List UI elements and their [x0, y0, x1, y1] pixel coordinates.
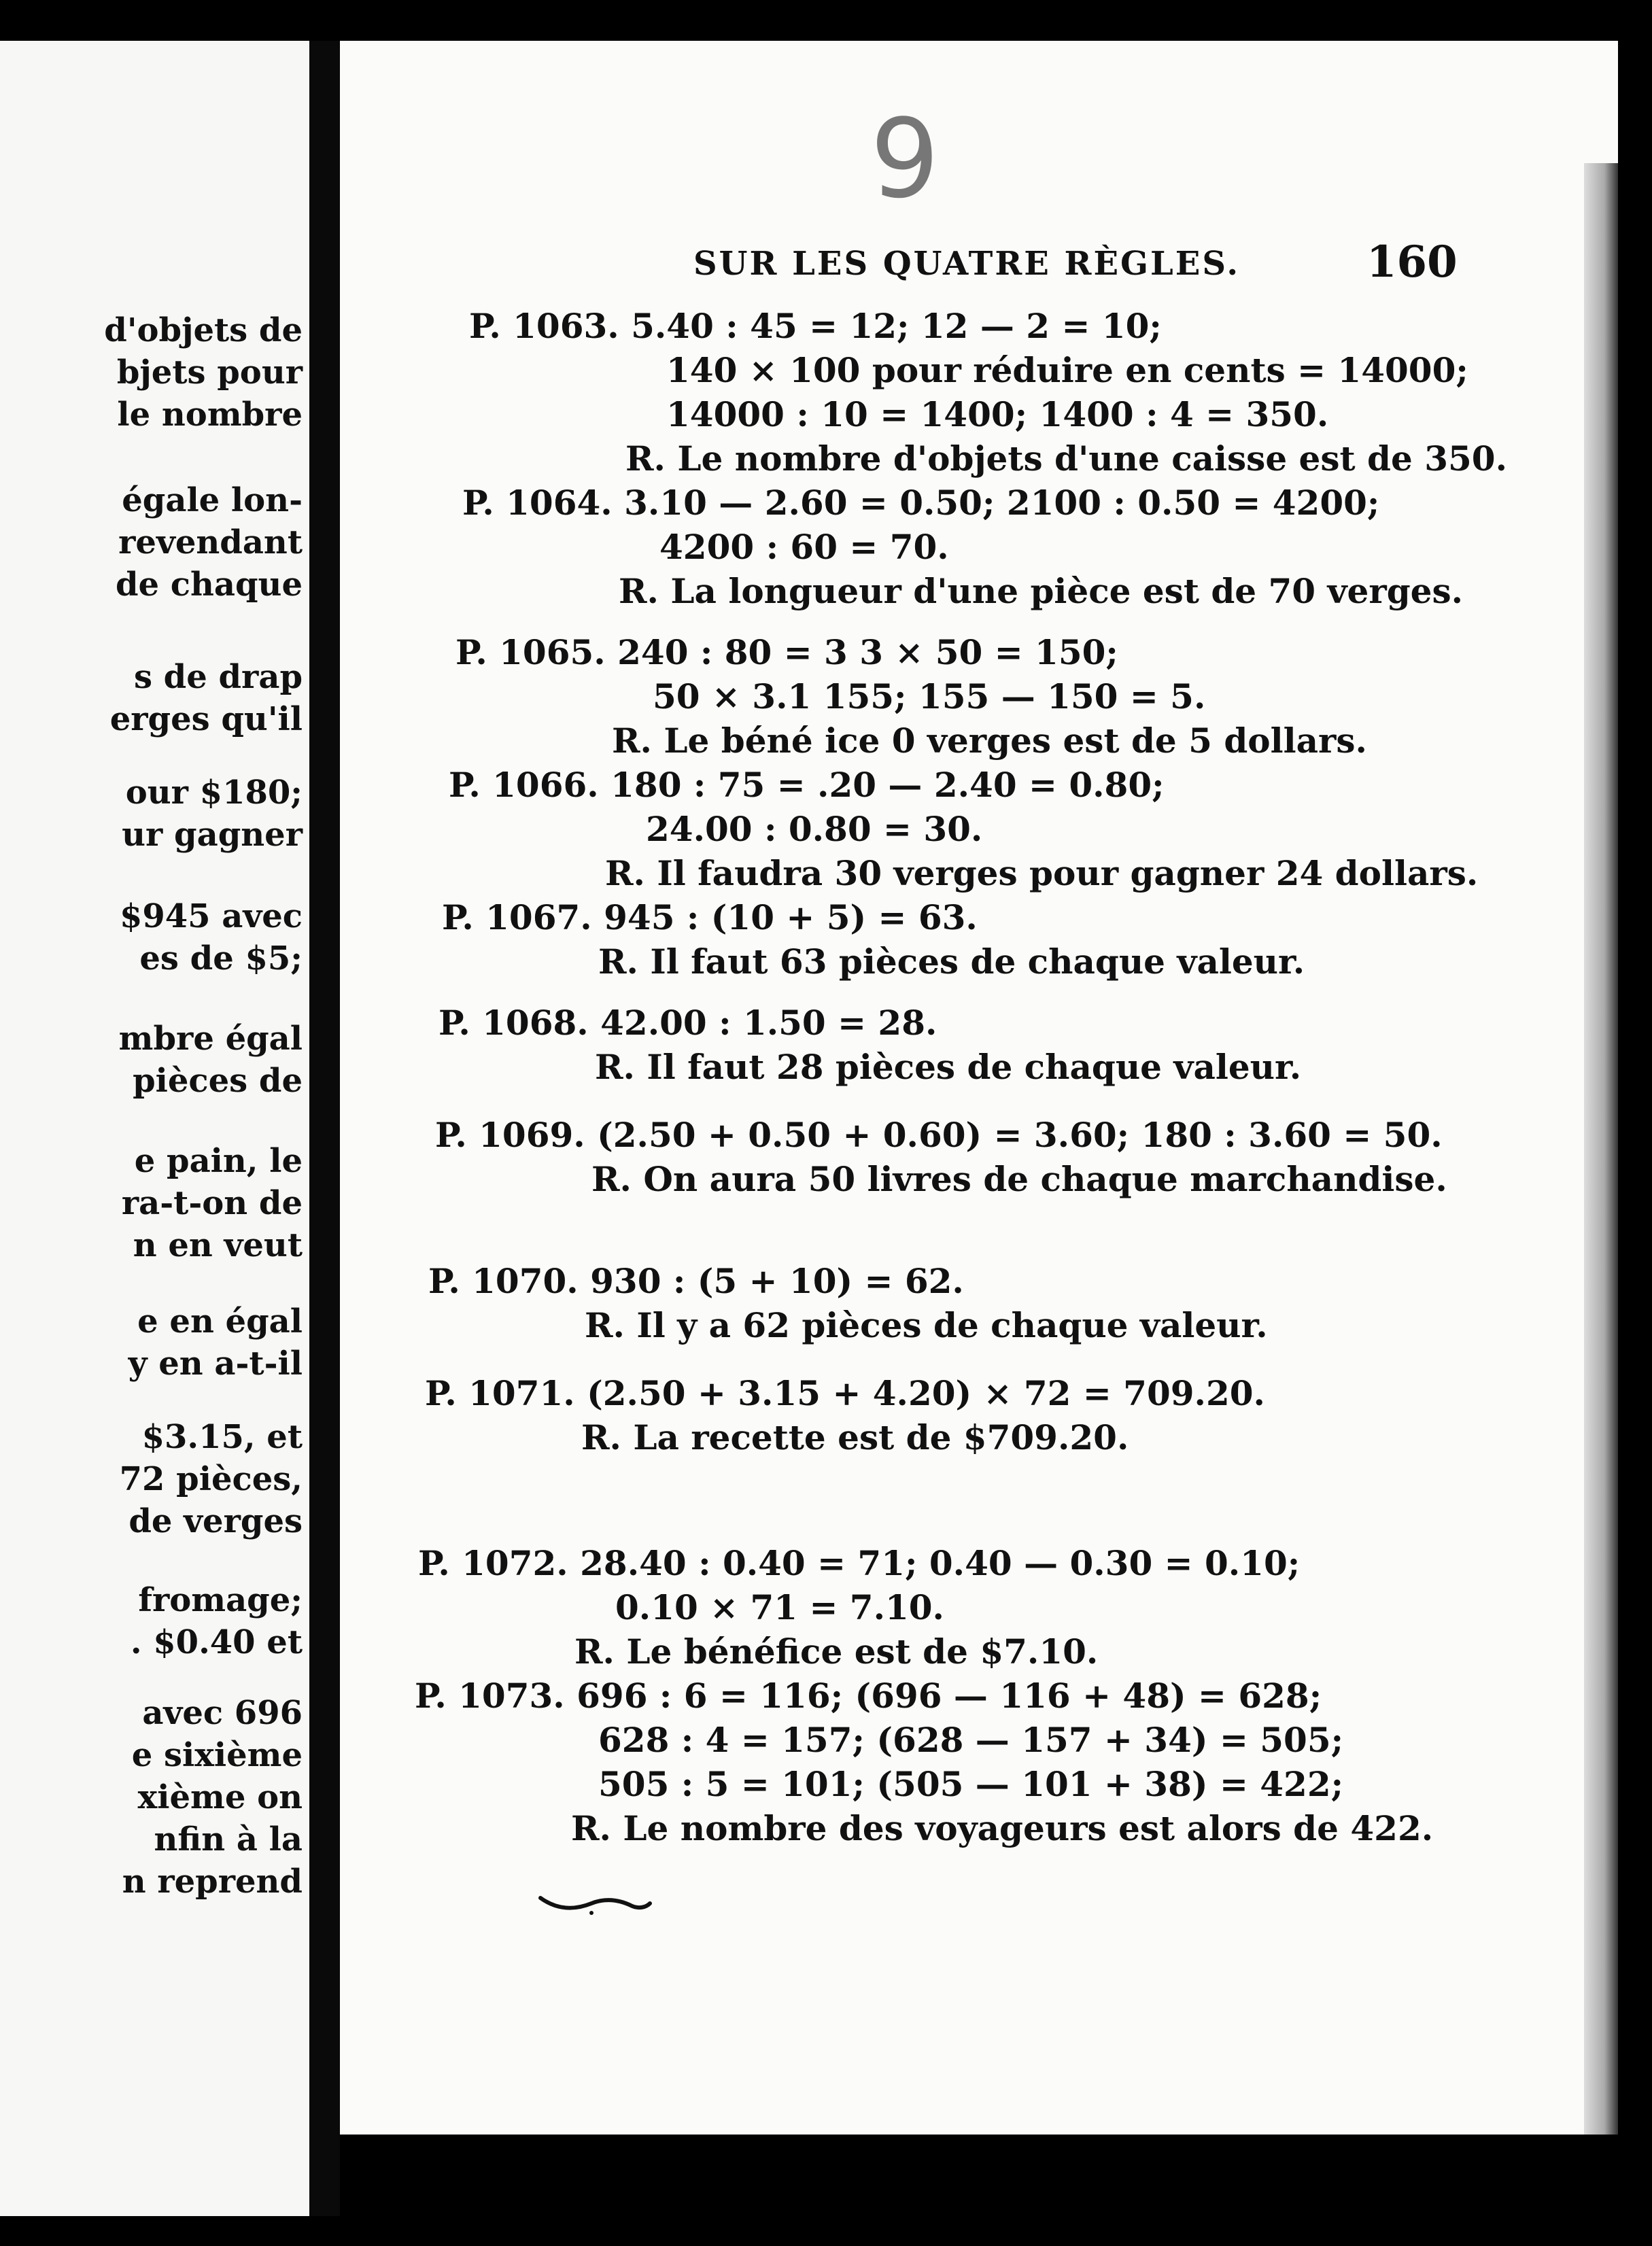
left-page-line: fromage; — [138, 1581, 303, 1619]
left-page-line: e en égal — [137, 1302, 303, 1341]
left-page-line: e pain, le — [134, 1142, 303, 1180]
left-page-line: de verges — [128, 1502, 303, 1540]
tailpiece-ornament — [537, 1890, 653, 1917]
left-page-line: erges qu'il — [109, 700, 303, 738]
left-page — [0, 41, 309, 2216]
left-page-line: bjets pour — [116, 353, 303, 392]
problem-line: P. 1072. 28.40 : 0.40 = 71; 0.40 — 0.30 = 0.10; — [418, 1543, 1301, 1583]
problem-line: 50 × 3.1 155; 155 — 150 = 5. — [653, 676, 1206, 716]
problem-line: P. 1067. 945 : (10 + 5) = 63. — [442, 897, 978, 937]
answer-line: R. Il faut 28 pièces de chaque valeur. — [595, 1047, 1302, 1087]
problem-line: P. 1073. 696 : 6 = 116; (696 — 116 + 48) = 628; — [415, 1676, 1322, 1716]
answer-line: R. Il y a 62 pièces de chaque valeur. — [585, 1305, 1268, 1345]
left-page-line: pièces de — [133, 1062, 303, 1100]
problem-line: 0.10 × 71 = 7.10. — [615, 1587, 944, 1627]
left-page-line: n en veut — [133, 1226, 303, 1264]
answer-line: R. Il faudra 30 verges pour gagner 24 dollars. — [605, 853, 1479, 893]
problem-line: 4200 : 60 = 70. — [659, 527, 949, 567]
answer-line: R. On aura 50 livres de chaque marchandise. — [591, 1159, 1447, 1199]
problem-line: 14000 : 10 = 1400; 1400 : 4 = 350. — [666, 394, 1329, 434]
left-page-line: revendant — [118, 523, 303, 562]
left-page-line: 72 pièces, — [119, 1460, 303, 1498]
left-page-line: mbre égal — [118, 1020, 303, 1058]
problem-line: P. 1064. 3.10 — 2.60 = 0.50; 2100 : 0.50 = 4200; — [462, 483, 1380, 523]
book-gutter — [309, 41, 340, 2216]
left-page-line: e sixième — [131, 1736, 303, 1774]
page-number: 160 — [1366, 237, 1458, 288]
answer-line: R. Le béné ice 0 verges est de 5 dollars. — [612, 721, 1367, 761]
running-head: SUR LES QUATRE RÈGLES. — [693, 245, 1241, 283]
left-page-line: xième on — [137, 1778, 303, 1816]
left-page-line: our $180; — [125, 774, 303, 812]
problem-line: 24.00 : 0.80 = 30. — [646, 809, 983, 849]
answer-line: R. La longueur d'une pièce est de 70 verges. — [619, 571, 1464, 611]
problem-line: 140 × 100 pour réduire en cents = 14000; — [666, 350, 1468, 390]
left-page-line: n reprend — [122, 1863, 303, 1901]
left-page-line: ra-t-on de — [121, 1184, 303, 1222]
left-page-line: égale lon- — [122, 481, 303, 519]
answer-line: R. Il faut 63 pièces de chaque valeur. — [598, 941, 1305, 982]
right-page — [340, 41, 1618, 2135]
left-page-line: le nombre — [117, 396, 303, 434]
left-page-line: $945 avec — [119, 897, 303, 935]
problem-line: P. 1071. (2.50 + 3.15 + 4.20) × 72 = 709.20. — [425, 1373, 1265, 1413]
problem-line: P. 1065. 240 : 80 = 3 3 × 50 = 150; — [455, 632, 1118, 672]
problem-line: P. 1068. 42.00 : 1.50 = 28. — [438, 1003, 937, 1043]
left-page-line: d'objets de — [104, 311, 303, 349]
problem-line: 628 : 4 = 157; (628 — 157 + 34) = 505; — [598, 1720, 1344, 1760]
left-page-line: ur gagner — [122, 816, 303, 854]
problem-line: P. 1066. 180 : 75 = .20 — 2.40 = 0.80; — [449, 765, 1165, 805]
left-page-line: es de $5; — [139, 939, 303, 978]
answer-line: R. La recette est de $709.20. — [581, 1417, 1129, 1457]
left-page-line: s de drap — [133, 658, 303, 696]
left-page-line: avec 696 — [142, 1694, 303, 1732]
problem-line: 505 : 5 = 101; (505 — 101 + 38) = 422; — [598, 1764, 1344, 1804]
problem-line: P. 1069. (2.50 + 0.50 + 0.60) = 3.60; 180 : 3.60 = 50. — [435, 1115, 1443, 1155]
page-edge — [1584, 163, 1618, 2135]
left-page-line: . $0.40 et — [130, 1623, 303, 1661]
handwritten-mark: 9 — [870, 95, 940, 222]
left-page-line: nfin à la — [154, 1820, 303, 1859]
answer-line: R. Le bénéfice est de $7.10. — [574, 1631, 1099, 1672]
left-page-line: de chaque — [115, 566, 303, 604]
answer-line: R. Le nombre d'objets d'une caisse est de 350. — [625, 438, 1507, 479]
answer-line: R. Le nombre des voyageurs est alors de 422. — [571, 1808, 1434, 1848]
problem-line: P. 1070. 930 : (5 + 10) = 62. — [428, 1261, 964, 1301]
left-page-line: y en a-t-il — [128, 1345, 303, 1383]
problem-line: P. 1063. 5.40 : 45 = 12; 12 — 2 = 10; — [469, 306, 1162, 346]
left-page-line: $3.15, et — [141, 1418, 303, 1456]
